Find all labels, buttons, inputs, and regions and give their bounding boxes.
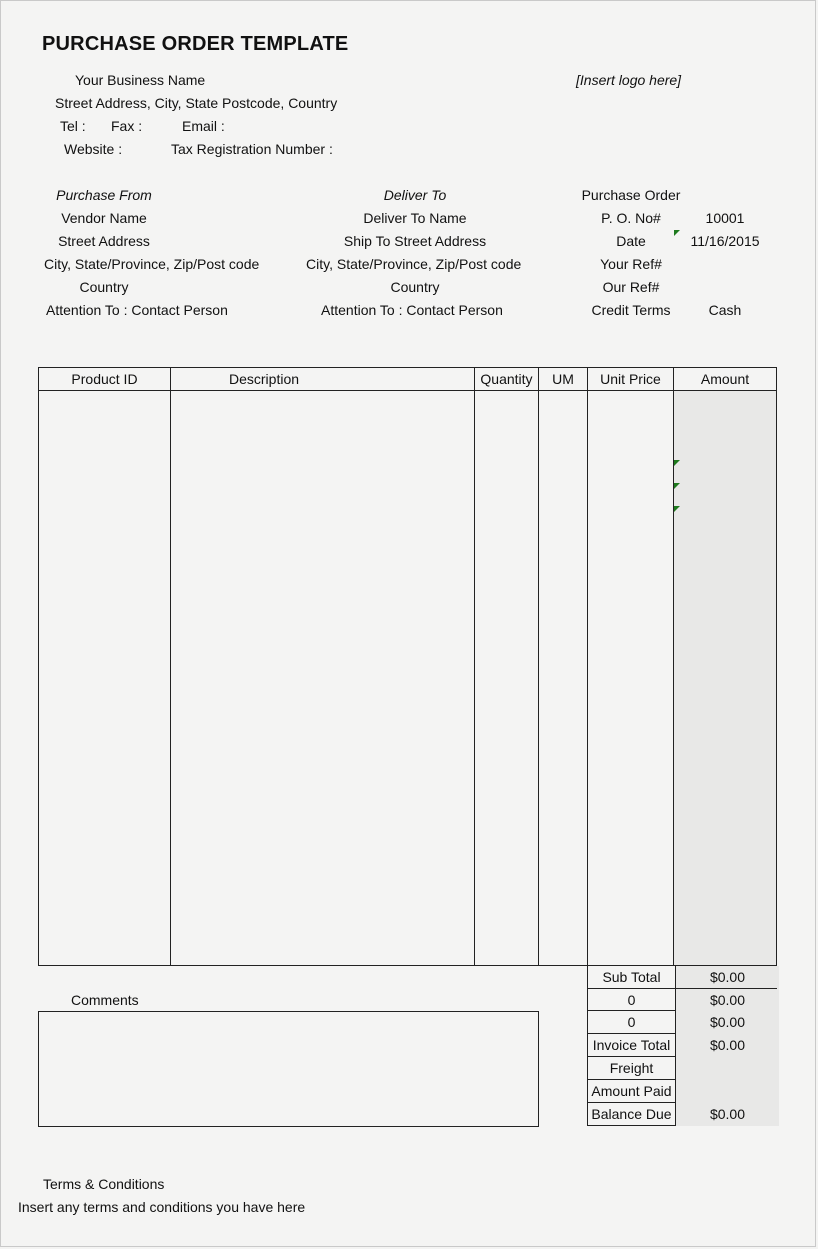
invoice-total-label: Invoice Total bbox=[592, 1037, 671, 1053]
freight-value[interactable] bbox=[675, 1057, 779, 1080]
comments-label: Comments bbox=[71, 992, 139, 1008]
tax-2-label: 0 bbox=[627, 1014, 636, 1030]
tax-2-value: $0.00 bbox=[675, 1011, 779, 1034]
totals-row bbox=[587, 1057, 777, 1080]
column-divider bbox=[170, 368, 171, 965]
po-number-label: P. O. No# bbox=[601, 210, 661, 226]
header-description: Description bbox=[228, 371, 300, 387]
business-name: Your Business Name bbox=[75, 72, 206, 88]
vendor-city: City, State/Province, Zip/Post code bbox=[44, 256, 260, 272]
purchase-from-heading: Purchase From bbox=[56, 187, 152, 203]
po-number-value: 10001 bbox=[705, 210, 745, 226]
comment-marker bbox=[674, 506, 680, 512]
deliver-to-name: Deliver To Name bbox=[363, 210, 467, 226]
page-title: PURCHASE ORDER TEMPLATE bbox=[42, 33, 349, 55]
column-divider bbox=[587, 368, 588, 965]
subtotal-value: $0.00 bbox=[675, 966, 779, 989]
po-heading: Purchase Order bbox=[581, 187, 681, 203]
totals-row bbox=[587, 966, 777, 989]
credit-terms-label: Credit Terms bbox=[591, 302, 671, 318]
totals-row bbox=[587, 1034, 777, 1057]
vendor-attention: Attention To : Contact Person bbox=[46, 302, 228, 318]
tax-registration-label: Tax Registration Number : bbox=[171, 141, 333, 157]
logo-placeholder: [Insert logo here] bbox=[576, 72, 682, 88]
header-quantity: Quantity bbox=[480, 371, 533, 387]
deliver-to-heading: Deliver To bbox=[383, 187, 447, 203]
column-divider bbox=[673, 368, 674, 965]
vendor-country: Country bbox=[79, 279, 129, 295]
your-ref-label: Your Ref# bbox=[600, 256, 662, 272]
subtotal-label: Sub Total bbox=[602, 969, 661, 985]
header-um: UM bbox=[552, 371, 574, 387]
deliver-to-city: City, State/Province, Zip/Post code bbox=[306, 256, 522, 272]
deliver-to-country: Country bbox=[390, 279, 440, 295]
comments-box[interactable] bbox=[38, 1011, 539, 1127]
deliver-to-street: Ship To Street Address bbox=[343, 233, 487, 249]
amount-paid-label: Amount Paid bbox=[591, 1083, 672, 1099]
header-amount: Amount bbox=[700, 371, 750, 387]
date-label: Date bbox=[616, 233, 646, 249]
amount-column-shade bbox=[674, 391, 776, 965]
balance-due-value: $0.00 bbox=[675, 1103, 779, 1126]
header-divider bbox=[39, 390, 776, 391]
deliver-to-attention: Attention To : Contact Person bbox=[321, 302, 503, 318]
email-label: Email : bbox=[182, 118, 225, 134]
totals-row bbox=[587, 988, 777, 1011]
totals-row bbox=[587, 1080, 777, 1103]
invoice-total-value: $0.00 bbox=[675, 1034, 779, 1057]
totals-row bbox=[587, 1103, 777, 1126]
business-address: Street Address, City, State Postcode, Country bbox=[55, 95, 338, 111]
column-divider bbox=[538, 368, 539, 965]
terms-text: Insert any terms and conditions you have here bbox=[18, 1199, 306, 1215]
comment-marker bbox=[674, 483, 680, 489]
credit-terms-value: Cash bbox=[708, 302, 742, 318]
freight-label: Freight bbox=[609, 1060, 654, 1076]
website-label: Website : bbox=[64, 141, 123, 157]
header-unit-price: Unit Price bbox=[600, 371, 661, 387]
amount-paid-value[interactable] bbox=[675, 1080, 779, 1103]
tax-1-value: $0.00 bbox=[675, 989, 779, 1012]
fax-label: Fax : bbox=[111, 118, 143, 134]
items-table bbox=[38, 367, 777, 966]
tel-label: Tel : bbox=[60, 118, 86, 134]
comment-marker bbox=[674, 230, 680, 236]
date-value: 11/16/2015 bbox=[690, 233, 760, 249]
tax-1-label: 0 bbox=[627, 992, 636, 1008]
totals-row bbox=[587, 1011, 777, 1034]
balance-due-label: Balance Due bbox=[591, 1106, 672, 1122]
vendor-name: Vendor Name bbox=[61, 210, 147, 226]
header-product-id: Product ID bbox=[71, 371, 138, 387]
our-ref-label: Our Ref# bbox=[602, 279, 660, 295]
vendor-street: Street Address bbox=[58, 233, 150, 249]
column-divider bbox=[474, 368, 475, 965]
terms-heading: Terms & Conditions bbox=[43, 1176, 165, 1192]
comment-marker bbox=[674, 460, 680, 466]
